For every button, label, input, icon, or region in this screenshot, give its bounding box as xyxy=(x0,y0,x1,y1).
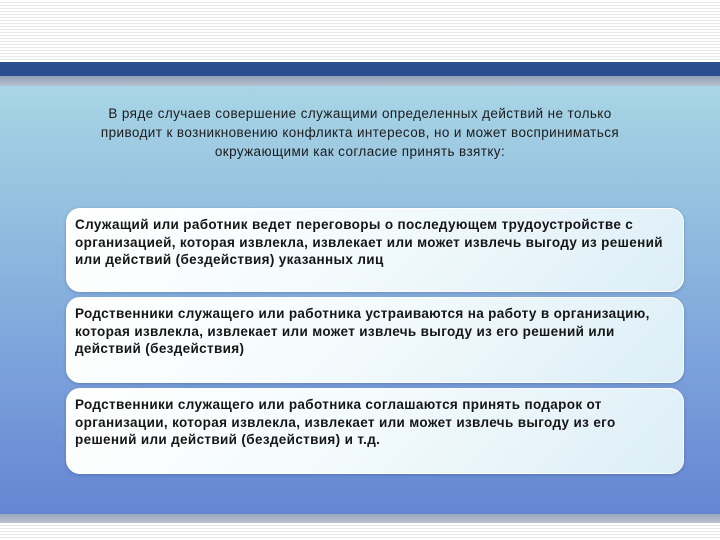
header-gray-stripe xyxy=(0,76,720,86)
header-dark-stripe xyxy=(0,62,720,76)
footer-gray-stripe xyxy=(0,514,720,523)
intro-text: В ряде случаев совершение служащими определенных действий не только приводит к возникновению конфликта интересов, но и может восприниматься окружающими как согласие принять взятку: xyxy=(100,106,620,159)
case-card-2: Родственники служащего или работника устраиваются на работу в организацию, которая извлекла, извлекает или может извлечь выгоду из его решений или действий (бездействия) xyxy=(66,297,684,383)
footer-lined-band xyxy=(0,523,720,540)
case-card-1: Служащий или работник ведет переговоры о последующем трудоустройстве с организацией, которая извлекла, извлекает или может извлечь выгоду из решений или действий (бездействия) указанных лиц xyxy=(66,208,684,292)
header-lined-band xyxy=(0,0,720,62)
case-card-3: Родственники служащего или работника соглашаются принять подарок от организации, которая извлекла, извлекает или может извлечь выгоду из его решений или действий (бездействия) и т.д. xyxy=(66,388,684,474)
